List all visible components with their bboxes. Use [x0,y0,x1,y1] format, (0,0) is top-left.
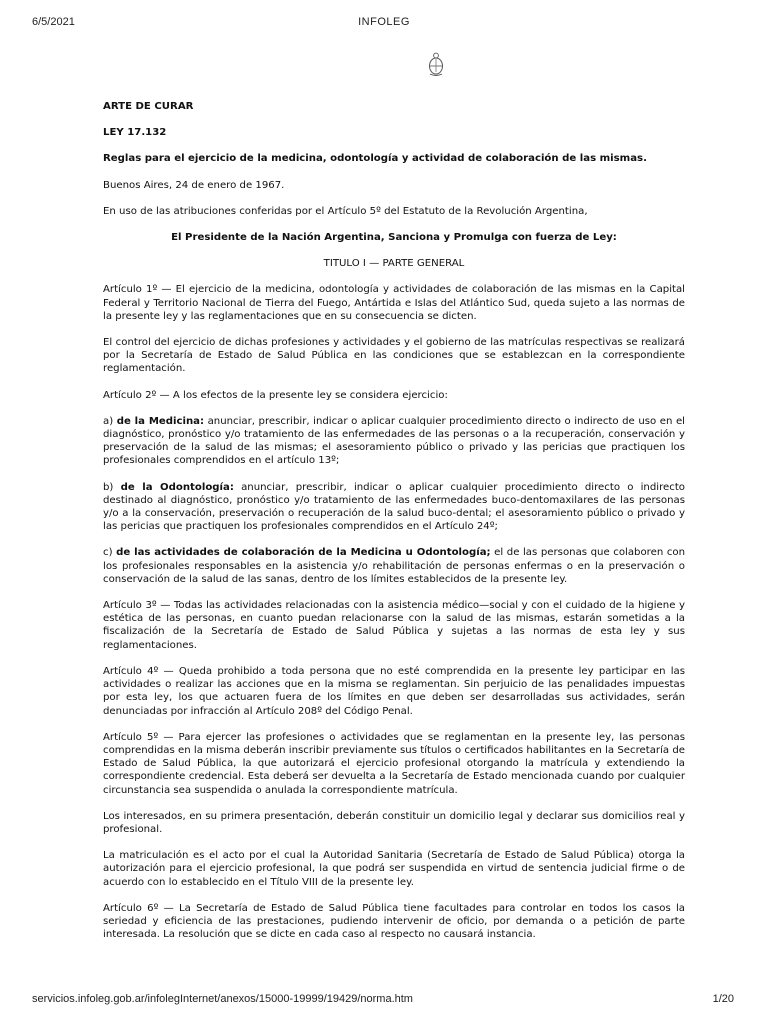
argentina-coat-of-arms-icon [427,52,445,76]
article-2-item-a: a) de la Medicina: anunciar, prescribir, indicar o aplicar cualquier procedimiento directo o indirecto de uso en el diagnóstico, pronóstico y/o tratamiento de las enfermedades de las personas o a la recuperación, conservación y preservación de la salud de las mismas; el asesoramiento público o privado y las pericias que practiquen los profesionales comprendidos en el artículo 13º; [103,415,685,467]
article-4: Artículo 4º — Queda prohibido a toda persona que no esté comprendida en la presente ley participar en las actividades o realizar las acciones que en la misma se reglamentan. Sin perjuicio de las penalidades impuestas por esta ley, los que actuaren fuera de los límites en que deben ser desarrolladas sus actividades, serán denunciadas por infracción al Artículo 208º del Código Penal. [103,665,685,717]
page-number: 1/20 [712,993,734,1005]
document-title: ARTE DE CURAR [103,101,194,112]
page-header [0,0,768,40]
article-5-paragraph-3: La matriculación es el acto por el cual la Autoridad Sanitaria (Secretaría de Estado de Salud Pública) otorga la autorización para el ejercicio profesional, la que podrá ser suspendida en virtud de sentencia judicial firme o de acuerdo con lo establecido en el Título VIII de la presente ley. [103,850,685,888]
article-3: Artículo 3º — Todas las actividades relacionadas con la asistencia médico—social y con el cuidado de la higiene y estética de las personas, en cuanto puedan relacionarse con la salud de las mismas, estarán sometidas a la fiscalización de la Secretaría de Estado de Salud Pública y sujetas a las normas de esta ley y sus reglamentaciones. [103,600,685,651]
law-number: LEY 17.132 [103,127,167,139]
titulo-heading: TITULO I — PARTE GENERAL [323,258,465,270]
article-2-item-c: c) de las actividades de colaboración de la Medicina u Odontología; el de las personas que colaboren con los profesionales responsables en la asistencia y/o rehabilitación de personas enfermas o en la preservación o conservación de la salud de las sanas, dentro de los límites establecidos de la presente ley. [103,547,686,585]
print-date: 6/5/2021 [32,16,75,28]
place-date: Buenos Aires, 24 de enero de 1967. [103,179,285,191]
article-1-paragraph-2: El control del ejercicio de dichas profesiones y actividades y el gobierno de las matrículas respectivas se realizará por la Secretaría de Estado de Salud Pública en las condiciones que se establezcan en la correspondiente reglamentación. [103,337,685,375]
site-name: INFOLEG [358,16,410,28]
decree-heading: El Presidente de la Nación Argentina, Sanciona y Promulga con fuerza de Ley: [171,232,617,244]
article-6: Artículo 6º — La Secretaría de Estado de Salud Pública tiene facultades para controlar en todos los casos la seriedad y eficiencia de las prestaciones, pudiendo intervenir de oficio, por demanda o a petición de parte interesada. La resolución que se dicte en cada caso al respecto no causará instancia. [103,902,685,941]
preamble: En uso de las atribuciones conferidas por el Artículo 5º del Estatuto de la Revolución Argentina, [103,205,588,217]
article-5: Artículo 5º — Para ejercer las profesiones o actividades que se reglamentan en la presente ley, las personas comprendidas en la misma deberán inscribir previamente sus títulos o certificados habilitantes en la Secretaría de Estado de Salud Pública, la que autorizará el ejercicio profesional otorgando la matrícula y extendiendo la correspondiente credencial. Esta deberá ser devuelta a la Secretaría de Estado mencionada cuando por cualquier circunstancia sea suspendida o anulada la correspondiente matrícula. [103,731,685,796]
source-url[interactable]: servicios.infoleg.gob.ar/infolegInternet/anexos/15000-19999/19429/norma.htm [32,993,413,1005]
article-5-paragraph-2: Los interesados, en su primera presentación, deberán constituir un domicilio legal y declarar sus domicilios real y profesional. [103,810,685,835]
article-1: Artículo 1º — El ejercicio de la medicina, odontología y actividades de colaboración de las mismas en la Capital Federal y Territorio Nacional de Tierra del Fuego, Antártida e Islas del Atlántico Sud, queda sujeto a las normas de la presente ley y las reglamentaciones que en su consecuencia se dicten. [103,284,685,322]
article-2: Artículo 2º — A los efectos de la presente ley se considera ejercicio: [103,389,448,401]
law-document [103,96,685,941]
law-subtitle: Reglas para el ejercicio de la medicina, odontología y actividad de colaboración de las mismas. [103,153,647,165]
page-footer [0,993,768,1013]
article-2-item-b: b) de la Odontología: anunciar, prescribir, indicar o aplicar cualquier procedimiento directo o indirecto destinado al diagnóstico, pronóstico y/o tratamiento de las enfermedades buco-dentomaxilares de las personas y/o a la conservación, preservación o recuperación de la salud buco-dental; el asesoramiento público o privado y las pericias que practiquen los profesionales comprendidos en el Artículo 24º; [103,481,685,533]
